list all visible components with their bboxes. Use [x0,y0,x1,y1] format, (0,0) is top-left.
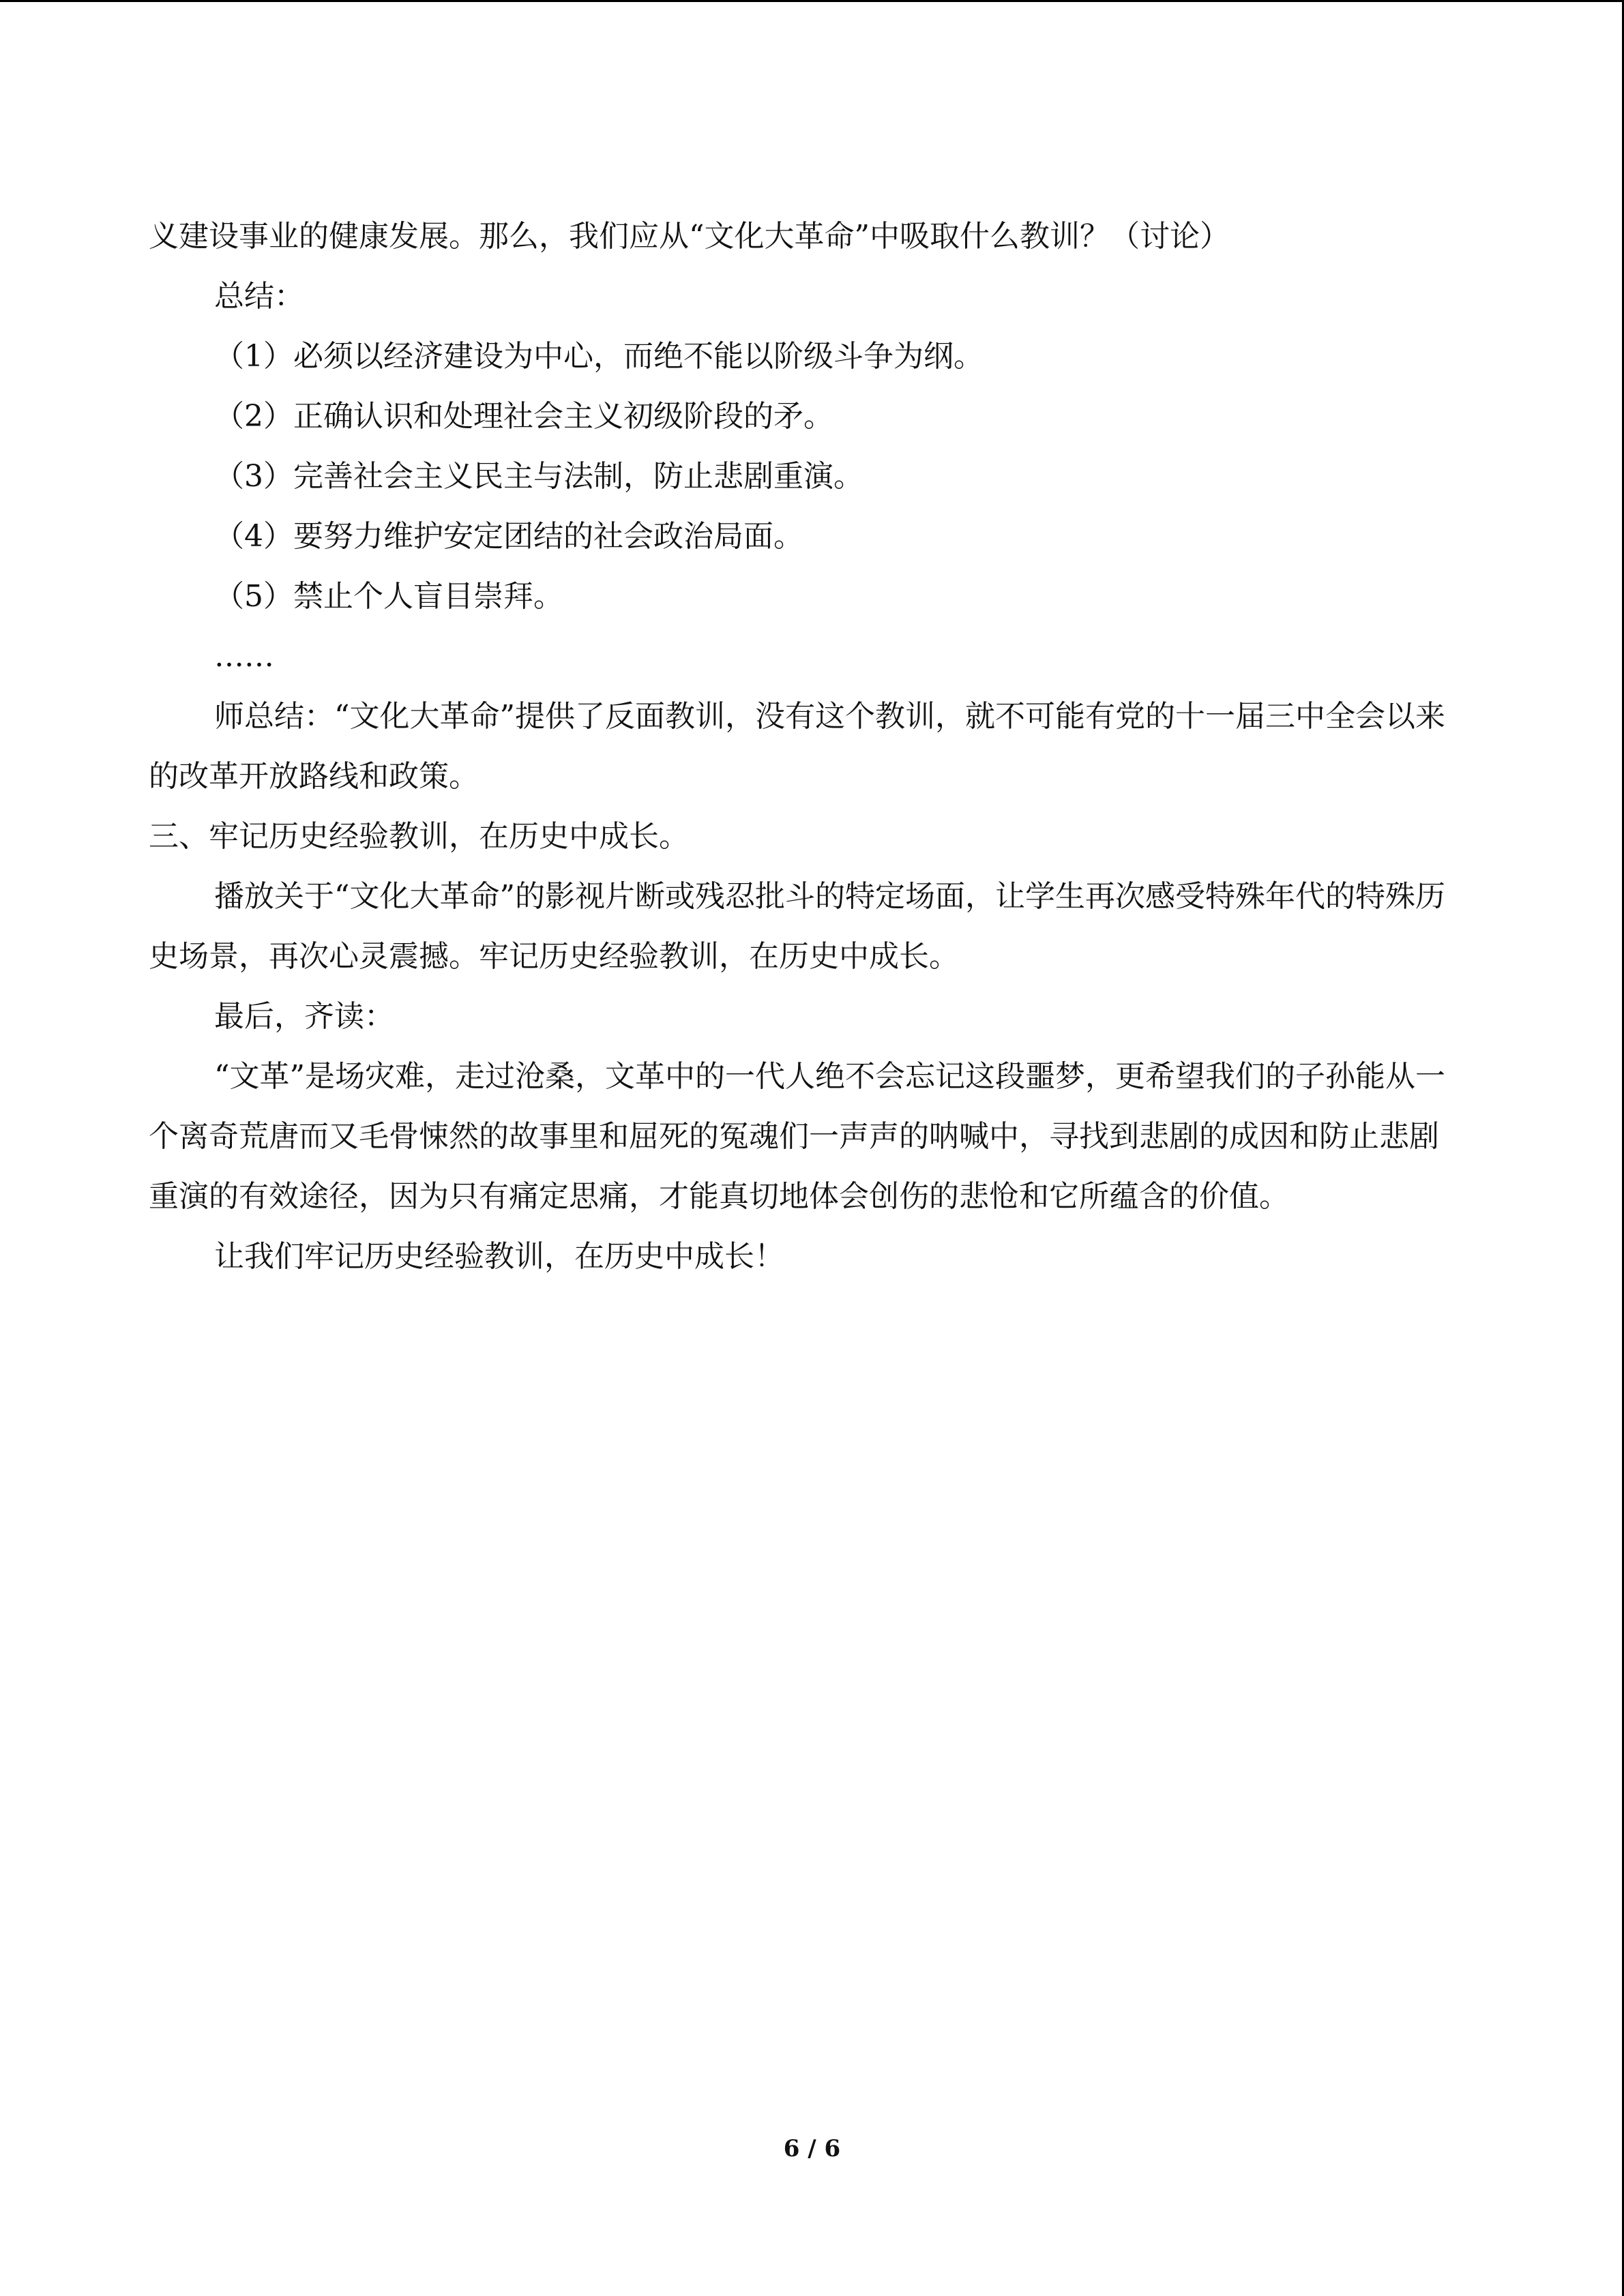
document-body [149,207,1458,1287]
list-item: （1）必须以经济建设为中心，而绝不能以阶级斗争为纲。 [214,339,984,374]
paragraph: 播放关于“文化大革命”的影视片断或残忍批斗的特定场面，让学生再次感受特殊年代的特殊历史场景，再次心灵震撼。牢记历史经验教训，在历史中成长。 [149,879,1445,974]
list-item: （5）禁止个人盲目崇拜。 [214,579,563,614]
ellipsis: …… [214,639,274,674]
list-item: （2）正确认识和处理社会主义初级阶段的矛。 [214,399,833,434]
paragraph: “文革”是场灾难，走过沧桑，文革中的一代人绝不会忘记这段噩梦，更希望我们的子孙能从一个离奇荒唐而又毛骨悚然的故事里和屈死的冤魂们一声声的呐喊中，寻找到悲剧的成因和防止悲剧重演的有效途径，因为只有痛定思痛，才能真切地体会创伤的悲怆和它所蕴含的价值。 [149,1059,1445,1214]
list-item: （4）要努力维护安定团结的社会政治局面。 [214,519,803,554]
paragraph: 最后，齐读： [214,999,394,1034]
section-heading: 三、牢记历史经验教训，在历史中成长。 [149,819,689,854]
summary-heading: 总结： [214,279,304,314]
list-item: （3）完善社会主义民主与法制，防止悲剧重演。 [214,459,863,494]
paragraph: 师总结：“文化大革命”提供了反面教训，没有这个教训，就不可能有党的十一届三中全会以来的改革开放路线和政策。 [149,699,1445,794]
paragraph: 义建设事业的健康发展。那么，我们应从“文化大革命”中吸取什么教训？（讨论） [149,219,1230,254]
page-number: 6 / 6 [783,2135,841,2162]
paragraph: 让我们牢记历史经验教训，在历史中成长！ [214,1239,784,1274]
